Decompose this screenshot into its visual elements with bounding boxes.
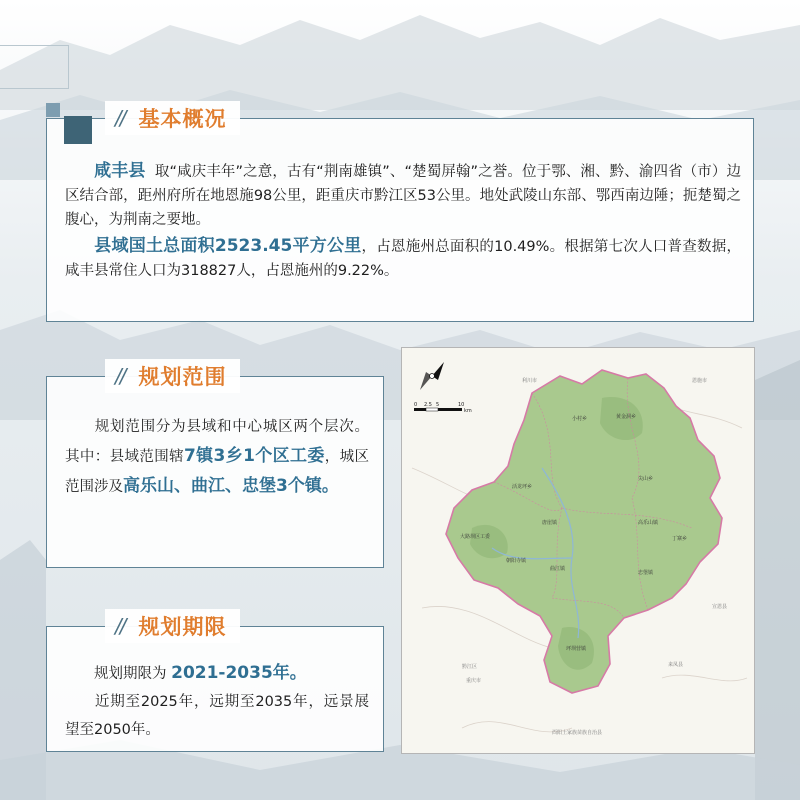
place-label: 大路坝区工委: [460, 534, 491, 540]
place-label: 小村乡: [572, 416, 588, 422]
place-label: 黄金洞乡: [616, 414, 637, 420]
decor-square-large: [64, 116, 92, 144]
scope-paragraph: [65, 413, 369, 502]
region-label: 宣恩县: [712, 604, 728, 610]
region-label: 利川市: [522, 378, 538, 384]
intro-paragraph: [65, 159, 741, 232]
section-title-text: 规划范围: [138, 365, 227, 389]
slash-decor-icon: //: [115, 364, 125, 388]
place-label: 丁寨乡: [672, 536, 688, 542]
map-svg: [402, 348, 754, 753]
place-label: 高乐山镇: [638, 520, 659, 526]
period-line-1: [65, 659, 369, 688]
area-highlight: 县域国土总面积2523.45平方公里: [94, 236, 362, 256]
intro-text: 取“咸庆丰年”之意，古有“荆南雄镇”、“楚蜀屏翰”之誉。位于鄂、湘、黔、渝四省（市）边区结合部，距州府所在地恩施98公里，距重庆市黔江区53公里。地处武陵山东部、鄂西南边陲；扼楚蜀之腹心，为荆南之要地。: [65, 164, 741, 228]
place-label: 忠堡镇: [638, 570, 654, 576]
region-label: 重庆市: [466, 678, 482, 684]
slash-decor-icon: //: [115, 614, 125, 638]
scale-unit: km: [464, 408, 472, 414]
section-title-period: [105, 609, 240, 643]
scope-highlight-b: 高乐山、曲江、忠堡3个镇。: [123, 476, 339, 496]
place-label: 朝阳寺镇: [506, 558, 527, 564]
planning-period-card: [46, 614, 384, 752]
county-name: 咸丰县: [94, 161, 146, 181]
area-text: ，占恩施州总面积的10.49%。根据第七次人口普查数据，咸丰县常住人口为318827人，占恩施州的9.22%。: [65, 239, 741, 279]
section-title-scope: [105, 359, 240, 393]
slash-decor-icon: //: [115, 106, 125, 130]
section-title-text: 基本概况: [138, 107, 227, 131]
section-title-text: 规划期限: [138, 615, 227, 639]
scope-text-a: 规划范围分为县域和中心城区两个层次。其中：县域范围辖: [65, 419, 369, 465]
period-line-2: [65, 688, 369, 744]
scale-label: 10: [458, 402, 465, 408]
place-label: 活龙坪乡: [512, 484, 533, 490]
period-highlight: 2021-2035年。: [171, 663, 307, 683]
region-label: 酉阳土家族苗族自治县: [552, 730, 603, 736]
planning-scope-card: [46, 364, 384, 568]
scope-text-b: ，城区范围涉及: [65, 449, 370, 495]
period-prefix: 规划期限为: [94, 666, 172, 682]
region-label: 黔江区: [462, 664, 478, 670]
region-label: 恩施市: [692, 378, 708, 384]
scale-label: 2.5: [424, 402, 432, 408]
county-map: [401, 347, 755, 754]
place-label: 唐崖镇: [542, 520, 558, 526]
scale-label: 5: [436, 402, 440, 408]
basic-overview-card: [46, 106, 754, 322]
place-label: 坪坝营镇: [566, 646, 587, 652]
scale-label: 0: [414, 402, 418, 408]
section-title-basic: [105, 101, 240, 135]
period-text: 近期至2025年，远期至2035年，远景展望至2050年。: [65, 694, 369, 738]
region-label: 来凤县: [668, 662, 684, 668]
scope-highlight-a: 7镇3乡1个区工委: [183, 446, 325, 466]
place-label: 尖山乡: [638, 476, 654, 482]
area-paragraph: [65, 234, 741, 283]
decor-square-small: [46, 103, 60, 117]
decor-frame: [0, 45, 69, 89]
place-label: 曲江镇: [550, 566, 566, 572]
